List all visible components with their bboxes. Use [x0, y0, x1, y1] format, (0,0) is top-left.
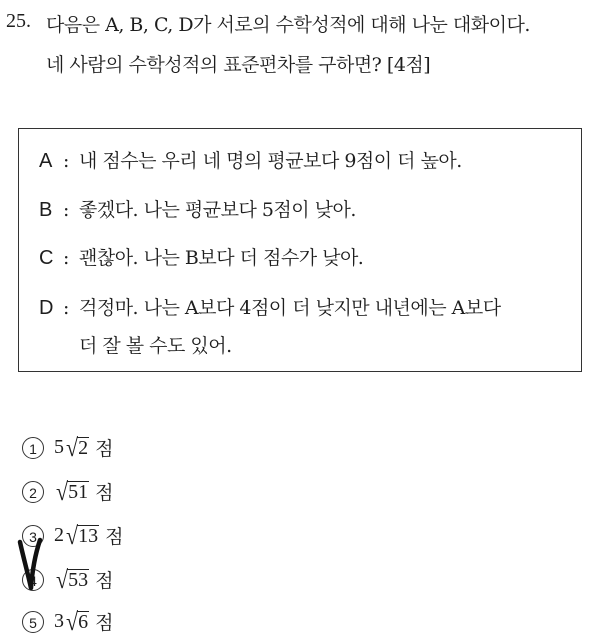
choice-number-marker: 5 — [22, 611, 44, 633]
answer-choice-1[interactable] — [22, 434, 113, 461]
speaker-colon: : — [63, 247, 69, 269]
radical-sign-icon: √ — [66, 606, 79, 636]
radicand: 6 — [78, 610, 89, 633]
choice-number-marker: 4 — [22, 569, 44, 591]
dialogue-line-d — [39, 293, 501, 320]
speaker-colon: : — [63, 150, 69, 172]
answer-choice-2[interactable] — [22, 478, 113, 505]
question-number: 25. — [6, 10, 31, 32]
choice-coefficient: 2 — [54, 524, 64, 546]
speaker-label: A — [39, 150, 52, 172]
square-root — [56, 564, 89, 594]
choice-unit: 점 — [105, 526, 124, 548]
radical-sign-icon: √ — [66, 520, 79, 550]
speaker-label: C — [39, 247, 53, 269]
radicand: 53 — [68, 568, 89, 591]
radical-sign-icon: √ — [56, 564, 69, 594]
dialogue-line-d-continuation: 더 잘 볼 수도 있어. — [79, 335, 232, 357]
choice-unit: 점 — [95, 482, 114, 504]
radicand: 51 — [68, 480, 89, 503]
choice-number-marker: 3 — [22, 525, 44, 547]
dialogue-line-c — [39, 243, 363, 270]
speaker-label: B — [39, 199, 52, 221]
choice-unit: 점 — [95, 438, 114, 460]
radical-sign-icon: √ — [66, 432, 79, 462]
radicand: 2 — [78, 436, 89, 459]
dialogue-text: 좋겠다. 나는 평균보다 5점이 낮아. — [79, 199, 356, 221]
choice-unit: 점 — [95, 570, 114, 592]
check-mark-icon — [16, 536, 46, 596]
answer-choice-5[interactable] — [22, 608, 113, 635]
radicand: 13 — [78, 524, 99, 547]
dialogue-text: 내 점수는 우리 네 명의 평균보다 9점이 더 높아. — [79, 150, 462, 172]
dialogue-text: 걱정마. 나는 A보다 4점이 더 낮지만 내년에는 A보다 — [79, 297, 501, 319]
choice-number-marker: 2 — [22, 481, 44, 503]
choice-coefficient: 3 — [54, 610, 64, 632]
square-root — [56, 476, 89, 506]
radical-sign-icon: √ — [56, 476, 69, 506]
square-root — [66, 606, 89, 636]
dialogue-line-a — [39, 146, 462, 173]
speaker-label: D — [39, 297, 53, 319]
square-root — [66, 520, 99, 550]
dialogue-box — [18, 128, 582, 372]
square-root — [66, 432, 89, 462]
choice-unit: 점 — [95, 612, 114, 634]
speaker-colon: : — [63, 297, 69, 319]
dialogue-line-b — [39, 195, 356, 222]
dialogue-text: 괜찮아. 나는 B보다 더 점수가 낮아. — [79, 247, 364, 269]
choice-coefficient: 5 — [54, 436, 64, 458]
question-stem-line2: 네 사람의 수학성적의 표준편차를 구하면? [4점] — [46, 54, 431, 76]
question-stem-line1: 다음은 A, B, C, D가 서로의 수학성적에 대해 나눈 대화이다. — [46, 14, 530, 36]
choice-number-marker: 1 — [22, 437, 44, 459]
speaker-colon: : — [63, 199, 69, 221]
